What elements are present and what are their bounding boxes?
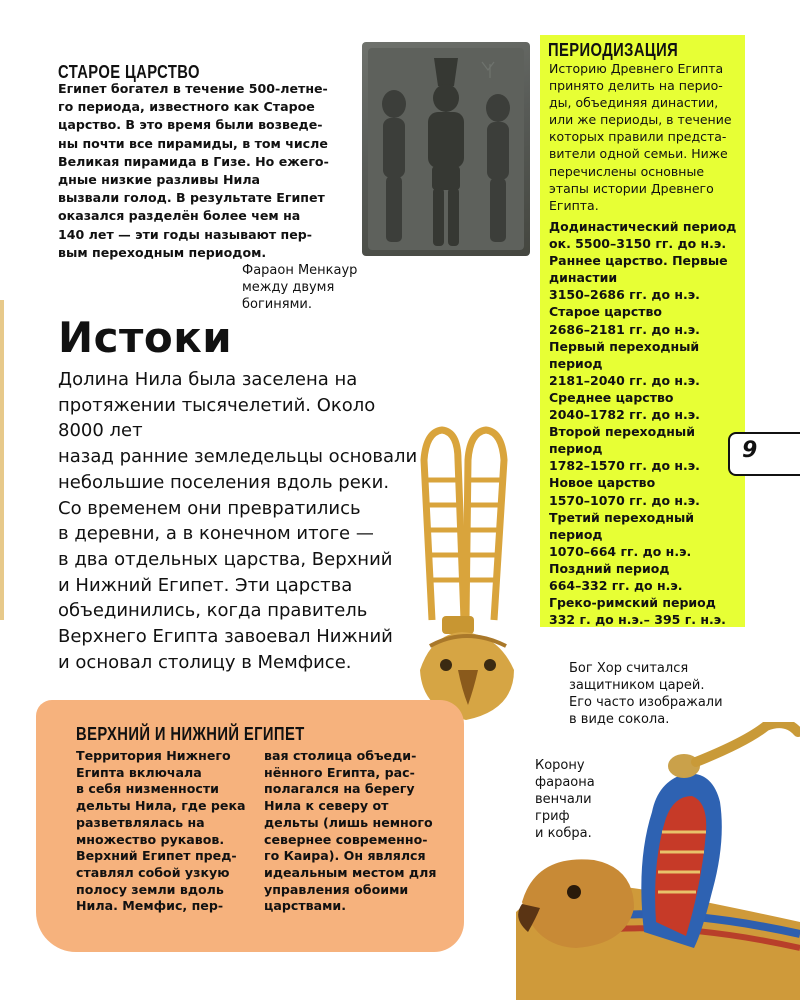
- periodization-title: ПЕРИОДИЗАЦИЯ: [548, 40, 679, 60]
- statue-figures: [362, 42, 530, 256]
- main-body-text: Долина Нила была заселена на протяжении тысячелетий. Около 8000 лет назад ранние земледельцы основали небольшие поселения вдоль реки. Со временем они превратились в деревни, а в конечном итоге — в два отдельных царства, Верхний и Нижний Египет. Эти царства объединились, когда правитель Верхнего Египта завоевал Нижний и основал столицу в Мемфисе.: [58, 369, 418, 673]
- page-number-tab: [728, 432, 800, 476]
- old-kingdom-text: Египет богател в течение 500-летне- го периода, известного как Старое царство. В это время были возведе- ны почти все пирамиды, в том числе Великая пирамида в Гизе. Но ежего- дные низкие разливы Нила вызвали голод. В результате Египет оказался разделён более чем на 140 лет — эти годы называют пер- вым переходным периодом.: [58, 81, 329, 260]
- upper-lower-egypt-text-col2: вая столица объеди- нённого Египта, рас- полагался на берегу Нила к северу от дельты (лишь немного севернее современно- го Каира). Он являлся идеальным местом для управления обоими царствами.: [264, 748, 437, 914]
- periodization-intro: Историю Древнего Египта принято делить на перио- ды, объединяя династии, или же периоды, в течение которых правили предста- вители одной семьи. Ниже перечислены основные этапы истории Древнего Египта.: [549, 61, 732, 213]
- cobra-vulture-crown-image: [516, 722, 800, 1000]
- crown-caption: Корону фараона венчали гриф и кобра.: [535, 758, 595, 841]
- upper-lower-egypt-text-col1: Территория Нижнего Египта включала в себя низменности дельты Нила, где река разветвлялась на множество рукавов. Верхний Египет пред- ставлял собой узкую полосу земли вдоль Нила. Мемфис, пер-: [76, 748, 246, 914]
- page-number: 9: [742, 438, 758, 463]
- left-edge-strip: [0, 300, 4, 620]
- horus-caption: Бог Хор считался защитником царей. Его часто изображали в виде сокола.: [569, 661, 723, 727]
- periodization-list: Додинастический период ок. 5500–3150 гг. до н.э. Раннее царство. Первые династии 3150–2686 гг. до н.э. Старое царство 2686–2181 гг. до н.э. Первый переходный период 2181–2040 гг. до н.э. Среднее царство 2040–1782 гг. до н.э. Второй переходный период 1782–1570 гг. до н.э. Новое царство 1570–1070 гг. до н.э. Третий переходный период 1070–664 гг. до н.э. Поздний период 664–332 гг. до н.э. Греко-римский период 332 г. до н.э.– 395 г. н.э.: [549, 219, 737, 628]
- menkaure-statue-image: [362, 42, 530, 256]
- upper-lower-egypt-title: ВЕРХНИЙ И НИЖНИЙ ЕГИПЕТ: [76, 724, 305, 744]
- statue-caption: Фараон Менкаур между двумя богинями.: [242, 263, 358, 312]
- page-title: Истоки: [58, 313, 233, 362]
- horus-crown-image: [402, 420, 542, 720]
- old-kingdom-title: СТАРОЕ ЦАРСТВО: [58, 62, 200, 82]
